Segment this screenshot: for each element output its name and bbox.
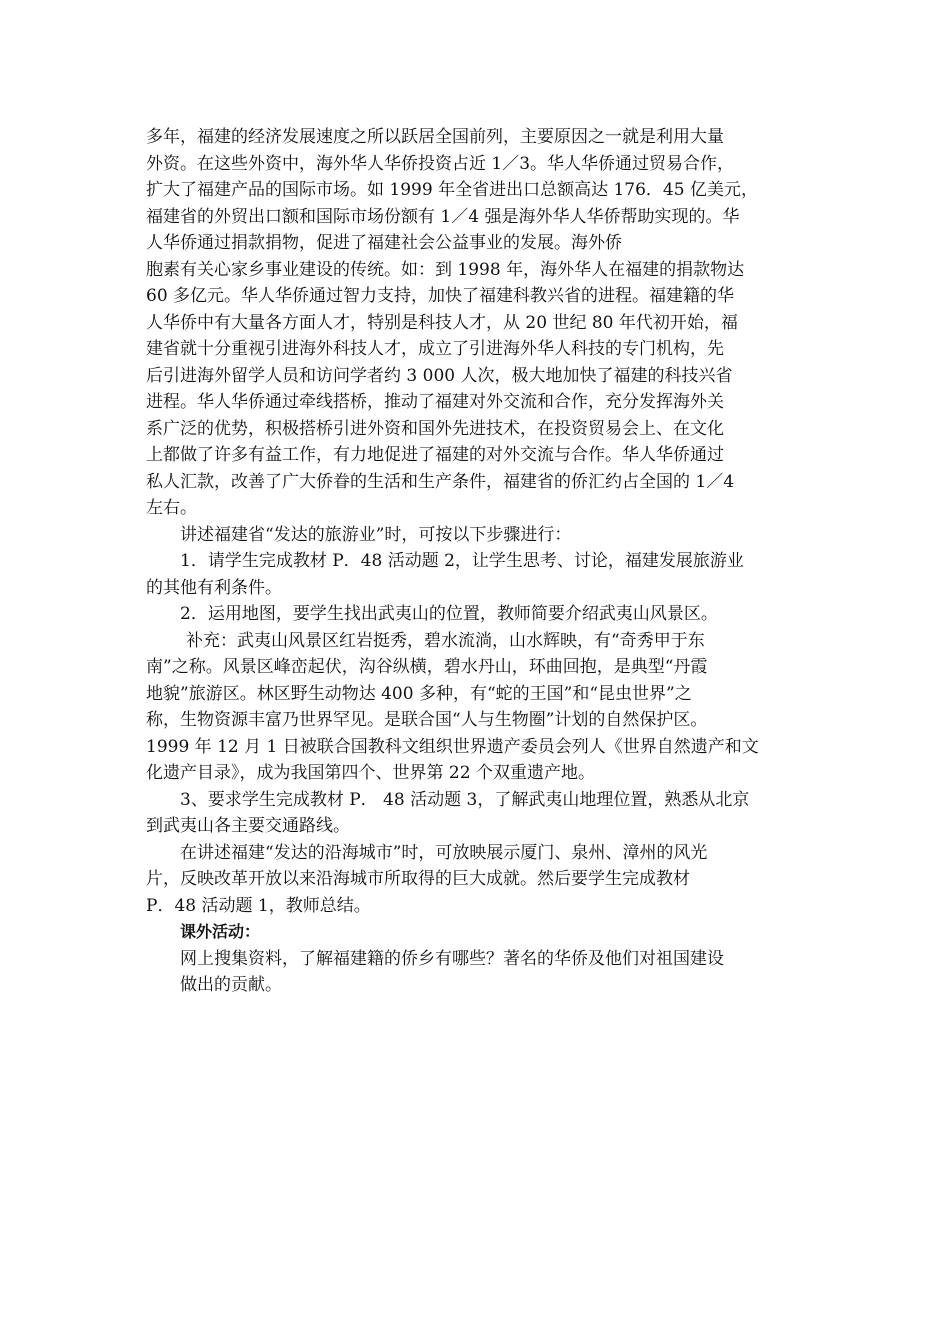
body-line: 3、要求学生完成教材 P． 48 活动题 3，了解武夷山地理位置，熟悉从北京	[180, 789, 750, 810]
body-line: 左右。	[146, 498, 197, 518]
body-line: 胞素有关心家乡事业建设的传统。如：到 1998 年，海外华人在福建的捐款物达	[146, 259, 745, 280]
body-line: 系广泛的优势，积极搭桥引进外资和国外先进技术，在投资贸易会上、在文化	[146, 418, 724, 439]
body-line: 1．请学生完成教材 P．48 活动题 2，让学生思考、讨论，福建发展旅游业	[180, 551, 744, 571]
body-line: 补充：武夷山风景区红岩挺秀，碧水流淌，山水辉映，有“奇秀甲于东	[186, 630, 705, 651]
section-heading: 课外活动：	[180, 922, 261, 941]
body-line: 片，反映改革开放以来沿海城市所取得的巨大成就。然后要学生完成教材	[146, 869, 690, 889]
body-line: 外资。在这些外资中，海外华人华侨投资占近 1／3。华人华侨通过贸易合作，	[146, 153, 735, 174]
body-line: 建省就十分重视引进海外科技人才，成立了引进海外华人科技的专门机构，先	[146, 339, 724, 359]
body-line: 私人汇款，改善了广大侨眷的生活和生产条件，福建省的侨汇约占全国的 1／4	[146, 471, 735, 492]
body-line: 称，生物资源丰富乃世界罕见。是联合国“人与生物圈”计划的自然保护区。	[146, 710, 708, 730]
body-line: 后引进海外留学人员和访问学者约 3 000 人次，极大地加快了福建的科技兴省	[146, 365, 733, 386]
body-line: 地貌”旅游区。林区野生动物达 400 多种，有“蛇的王国”和“昆虫世界”之	[146, 683, 692, 704]
body-line: 1999 年 12 月 1 日被联合国教科文组织世界遗产委员会列人《世界自然遗产和文	[146, 736, 759, 757]
body-line: 60 多亿元。华人华侨通过智力支持，加快了福建科教兴省的进程。福建籍的华	[146, 286, 735, 306]
body-line: 福建省的外贸出口额和国际市场份额有 1／4 强是海外华人华侨帮助实现的。华	[146, 206, 740, 227]
body-line: 人华侨通过捐款捐物，促进了福建社会公益事业的发展。海外侨	[146, 233, 622, 253]
body-line: 扩大了福建产品的国际市场。如 1999 年全省进出口总额高达 176．45 亿美元，	[146, 180, 758, 200]
body-line: 讲述福建省“发达的旅游业”时，可按以下步骤进行：	[180, 524, 572, 545]
body-line: 的其他有利条件。	[146, 577, 282, 598]
body-line: 人华侨中有大量各方面人才，特别是科技人才，从 20 世纪 80 年代初开始，福	[146, 312, 738, 333]
body-line: 2．运用地图，要学生找出武夷山的位置，教师简要介绍武夷山风景区。	[180, 604, 718, 624]
activity-line: 网上搜集资料，了解福建籍的侨乡有哪些？著名的华侨及他们对祖国建设	[180, 948, 724, 969]
body-line: 南”之称。风景区峰峦起伏，沟谷纵横，碧水丹山，环曲回抱，是典型“丹霞	[146, 657, 708, 677]
body-line: 到武夷山各主要交通路线。	[146, 816, 350, 836]
activity-line: 做出的贡献。	[180, 975, 282, 995]
body-line: 在讲述福建“发达的沿海城市”时，可放映展示厦门、泉州、漳州的风光	[180, 842, 708, 863]
body-line: 多年，福建的经济发展速度之所以跃居全国前列，主要原因之一就是利用大量	[146, 127, 724, 147]
body-line: 进程。华人华侨通过牵线搭桥，推动了福建对外交流和合作，充分发挥海外关	[146, 392, 724, 412]
document-body	[146, 124, 826, 999]
body-line: 化遗产目录》，成为我国第四个、世界第 22 个双重遗产地。	[146, 763, 595, 783]
body-line: 上都做了许多有益工作，有力地促进了福建的对外交流与合作。华人华侨通过	[146, 445, 724, 465]
body-line: P．48 活动题 1，教师总结。	[146, 895, 371, 916]
